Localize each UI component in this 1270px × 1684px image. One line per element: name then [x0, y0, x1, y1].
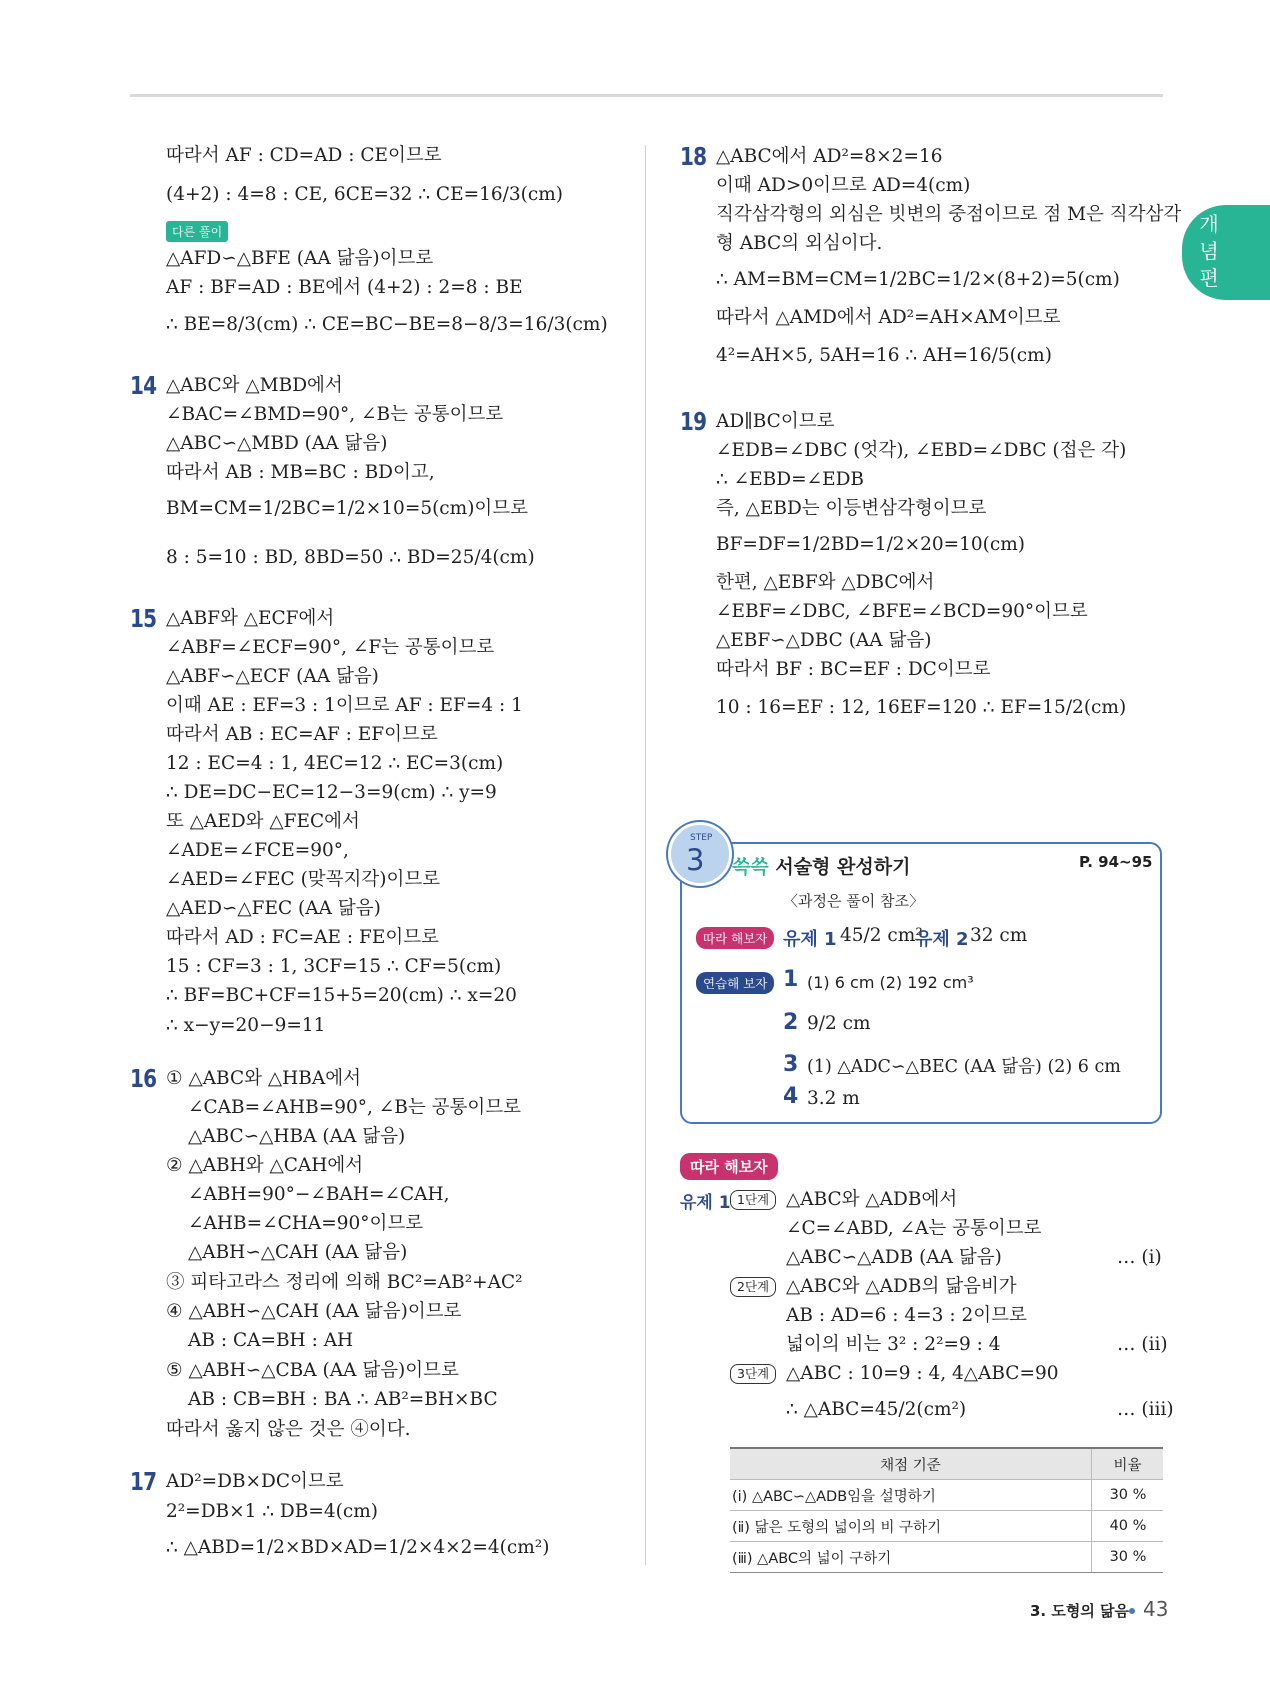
- table-row: [730, 1511, 1163, 1542]
- text-line: AF : BF=AD : BE에서 (4+2) : 2=8 : BE: [166, 277, 523, 298]
- text-line: ∴ x−y=20−9=11: [166, 1015, 326, 1036]
- text-line: (4+2) : 4=8 : CE, 6CE=32 ∴ CE=16/3(cm): [166, 184, 563, 205]
- practice-number: 2: [783, 1010, 799, 1035]
- text-line: AD²=DB×DC이므로: [166, 1471, 344, 1492]
- table-header: 비율: [1092, 1448, 1164, 1480]
- marker: … (ⅰ): [1117, 1247, 1162, 1268]
- text-line: ∠BAC=∠BMD=90°, ∠B는 공통이므로: [166, 404, 504, 425]
- text-line: △ABC에서 AD²=8×2=16: [716, 146, 943, 167]
- text-line: 이때 AE : EF=3 : 1이므로 AF : EF=4 : 1: [166, 695, 523, 716]
- marker: … (ⅲ): [1117, 1399, 1174, 1420]
- text-line: 따라서 △AMD에서 AD²=AH×AM이므로: [716, 307, 1061, 328]
- text-line: △AED∽△FEC (AA 닮음): [166, 898, 381, 919]
- step-number: 3: [686, 843, 705, 877]
- text-line: △ABC∽△ADB (AA 닮음): [786, 1247, 1002, 1268]
- practice-number: 3: [783, 1052, 799, 1077]
- text-line: ∠C=∠ABD, ∠A는 공통이므로: [786, 1218, 1042, 1239]
- practice-pill: 연습해 보자: [696, 972, 774, 994]
- text-line: ① △ABC와 △HBA에서: [166, 1068, 361, 1089]
- top-rule: [130, 94, 1163, 97]
- text-line: BM=CM=1/2BC=1/2×10=5(cm)이므로: [166, 498, 529, 519]
- problem-number: 15: [130, 604, 157, 633]
- follow-pill: 따라 해보자: [696, 927, 774, 949]
- text-line: ∠EDB=∠DBC (엇각), ∠EBD=∠DBC (접은 각): [716, 440, 1127, 461]
- text-line: ③ 피타고라스 정리에 의해 BC²=AB²+AC²: [166, 1272, 523, 1293]
- text-line: ∠ABH=90°−∠BAH=∠CAH,: [188, 1184, 450, 1205]
- text-line: △AFD∽△BFE (AA 닮음)이므로: [166, 248, 434, 269]
- text-line: 따라서 AB : MB=BC : BD이고,: [166, 462, 435, 483]
- problem-number: 16: [130, 1064, 157, 1093]
- text-line: BF=DF=1/2BD=1/2×20=10(cm): [716, 534, 1025, 555]
- marker: … (ⅱ): [1117, 1334, 1168, 1355]
- criterion: (ⅰ) △ABC∽△ADB임을 설명하기: [730, 1480, 1092, 1511]
- text-line: ∴ BE=8/3(cm) ∴ CE=BC−BE=8−8/3=16/3(cm): [166, 314, 608, 335]
- ratio: 30 %: [1092, 1542, 1164, 1573]
- ratio: 40 %: [1092, 1511, 1164, 1542]
- text-line: △ABC : 10=9 : 4, 4△ABC=90: [786, 1363, 1059, 1384]
- table-header: 채점 기준: [730, 1448, 1092, 1480]
- text-line: △ABC∽△MBD (AA 닮음): [166, 433, 388, 454]
- text-line: 따라서 AF : CD=AD : CE이므로: [166, 145, 442, 166]
- text-line: ∴ △ABC=45/2(cm²): [786, 1399, 967, 1420]
- ratio: 30 %: [1092, 1480, 1164, 1511]
- text-line: ∴ BF=BC+CF=15+5=20(cm) ∴ x=20: [166, 985, 517, 1006]
- text-line: 이때 AD>0이므로 AD=4(cm): [716, 175, 971, 196]
- text-line: △ABC∽△HBA (AA 닮음): [188, 1126, 406, 1147]
- follow-section-pill: 따라 해보자: [680, 1153, 778, 1180]
- exercise-2-answer: 32 cm: [970, 925, 1028, 946]
- footer-dot: [1129, 1608, 1135, 1614]
- page-number: 43: [1143, 1597, 1169, 1621]
- text-line: ∴ AM=BM=CM=1/2BC=1/2×(8+2)=5(cm): [716, 269, 1120, 290]
- text-line: 직각삼각형의 외심은 빗변의 중점이므로 점 M은 직각삼각: [716, 204, 1182, 225]
- alt-solution-badge: 다른 풀이: [166, 221, 228, 242]
- text-line: ∠AED=∠FEC (맞꼭지각)이므로: [166, 869, 441, 890]
- problem-number: 19: [680, 407, 707, 436]
- text-line: ② △ABH와 △CAH에서: [166, 1155, 364, 1176]
- text-line: ∴ △ABD=1/2×BD×AD=1/2×4×2=4(cm²): [166, 1537, 550, 1558]
- text-line: 넓이의 비는 3² : 2²=9 : 4: [786, 1334, 1001, 1355]
- text-line: 또 △AED와 △FEC에서: [166, 811, 360, 832]
- text-line: ∴ ∠EBD=∠EDB: [716, 469, 865, 490]
- text-line: AB : AD=6 : 4=3 : 2이므로: [786, 1305, 1027, 1326]
- text-line: AD∥BC이므로: [716, 411, 835, 432]
- stage-3-badge: 3단계: [730, 1364, 776, 1384]
- practice-answer: 3.2 m: [807, 1088, 860, 1109]
- text-line: 4²=AH×5, 5AH=16 ∴ AH=16/5(cm): [716, 345, 1052, 366]
- scoring-table: [730, 1447, 1163, 1573]
- text-line: 따라서 AB : EC=AF : EF이므로: [166, 724, 438, 745]
- text-line: ④ △ABH∽△CAH (AA 닮음)이므로: [166, 1301, 462, 1322]
- step-title: 쓱쓱 서술형 완성하기: [732, 856, 911, 878]
- practice-number: 4: [783, 1084, 799, 1109]
- text-line: 따라서 BF : BC=EF : DC이므로: [716, 659, 991, 680]
- problem-number: 18: [680, 142, 707, 171]
- step-label: STEP: [690, 833, 713, 843]
- exercise-label: 유제 1: [680, 1193, 731, 1213]
- text-line: ∠ABF=∠ECF=90°, ∠F는 공통이므로: [166, 637, 495, 658]
- text-line: AB : CB=BH : BA ∴ AB²=BH×BC: [188, 1389, 498, 1410]
- text-line: ∠ADE=∠FCE=90°,: [166, 840, 349, 861]
- practice-number: 1: [783, 967, 799, 992]
- text-line: 즉, △EBD는 이등변삼각형이므로: [716, 498, 987, 519]
- text-line: 15 : CF=3 : 1, 3CF=15 ∴ CF=5(cm): [166, 956, 502, 977]
- practice-answer: 9/2 cm: [807, 1013, 871, 1034]
- section-side-tab[interactable]: 개념편: [1182, 205, 1270, 300]
- chapter-title: 3. 도형의 닮음: [1030, 1602, 1130, 1620]
- table-row: [730, 1542, 1163, 1573]
- text-line: 한편, △EBF와 △DBC에서: [716, 572, 935, 593]
- text-line: △ABC와 △ADB의 닮음비가: [786, 1276, 1017, 1297]
- criterion: (ⅲ) △ABC의 넓이 구하기: [730, 1542, 1092, 1573]
- text-line: △ABF와 △ECF에서: [166, 608, 335, 629]
- exercise-1-label: 유제 1: [783, 929, 837, 950]
- text-line: ∠AHB=∠CHA=90°이므로: [188, 1213, 424, 1234]
- text-line: 12 : EC=4 : 1, 4EC=12 ∴ EC=3(cm): [166, 753, 504, 774]
- problem-number: 14: [130, 371, 157, 400]
- text-line: 따라서 AD : FC=AE : FE이므로: [166, 927, 439, 948]
- problem-number: 17: [130, 1467, 157, 1496]
- exercise-1-answer: 45/2 cm²: [840, 925, 923, 946]
- practice-answer: (1) △ADC∽△BEC (AA 닮음) (2) 6 cm: [807, 1057, 1121, 1077]
- text-line: △ABC와 △ADB에서: [786, 1189, 958, 1210]
- text-line: ∴ DE=DC−EC=12−3=9(cm) ∴ y=9: [166, 782, 497, 803]
- table-row: [730, 1480, 1163, 1511]
- criterion: (ⅱ) 닮은 도형의 넓이의 비 구하기: [730, 1511, 1092, 1542]
- process-note: 〈과정은 풀이 참조〉: [783, 892, 924, 910]
- text-line: 2²=DB×1 ∴ DB=4(cm): [166, 1501, 378, 1522]
- page-reference: P. 94~95: [1079, 853, 1153, 871]
- text-line: 8 : 5=10 : BD, 8BD=50 ∴ BD=25/4(cm): [166, 547, 535, 568]
- text-line: 따라서 옳지 않은 것은 ④이다.: [166, 1419, 411, 1440]
- text-line: ∠CAB=∠AHB=90°, ∠B는 공통이므로: [188, 1097, 521, 1118]
- text-line: 10 : 16=EF : 12, 16EF=120 ∴ EF=15/2(cm): [716, 697, 1127, 718]
- text-line: △ABF∽△ECF (AA 닮음): [166, 666, 379, 687]
- exercise-2-label: 유제 2: [915, 929, 969, 950]
- text-line: AB : CA=BH : AH: [188, 1330, 354, 1351]
- stage-2-badge: 2단계: [730, 1277, 776, 1297]
- text-line: △EBF∽△DBC (AA 닮음): [716, 630, 932, 651]
- text-line: △ABC와 △MBD에서: [166, 375, 343, 396]
- text-line: △ABH∽△CAH (AA 닮음): [188, 1242, 408, 1263]
- practice-answer: (1) 6 cm (2) 192 cm³: [807, 973, 974, 992]
- text-line: 형 ABC의 외심이다.: [716, 233, 883, 254]
- text-line: ⑤ △ABH∽△CBA (AA 닮음)이므로: [166, 1360, 459, 1381]
- stage-1-badge: 1단계: [730, 1190, 776, 1210]
- text-line: ∠EBF=∠DBC, ∠BFE=∠BCD=90°이므로: [716, 601, 1088, 622]
- column-divider: [645, 145, 646, 1565]
